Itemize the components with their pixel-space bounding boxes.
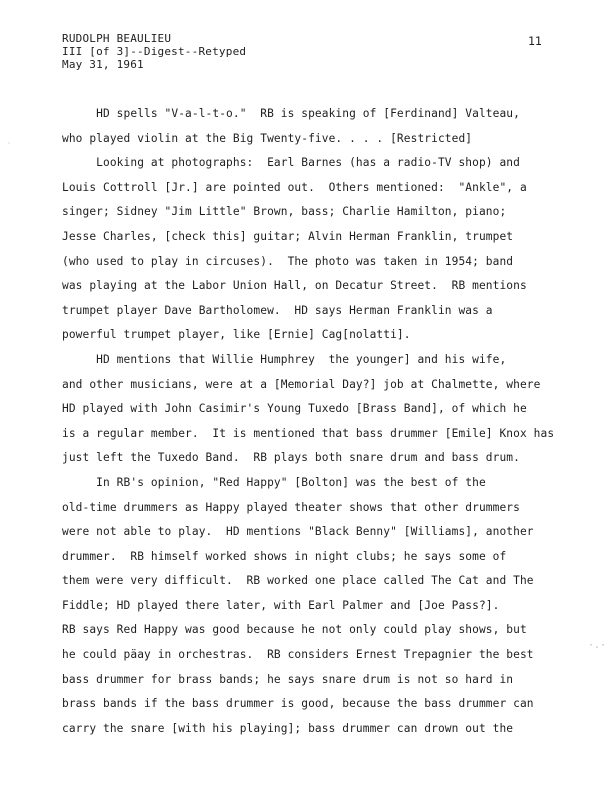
text-line: drummer. RB himself worked shows in night clubs; he says some of xyxy=(62,549,507,563)
text-line: brass bands if the bass drummer is good, because the bass drummer can xyxy=(62,697,534,711)
text-line: Louis Cottroll [Jr.] are pointed out. Others mentioned: "Ankle", a xyxy=(62,180,527,194)
text-line: trumpet player Dave Bartholomew. HD says Herman Franklin was a xyxy=(62,303,493,317)
text-line: old-time drummers as Happy played theater shows that other drummers xyxy=(62,500,520,514)
text-line: powerful trumpet player, like [Ernie] Cag[nolatti]. xyxy=(62,328,411,342)
text-line: RB says Red Happy was good because he not only could play shows, but xyxy=(62,623,527,637)
text-line: them were very difficult. RB worked one place called The Cat and The xyxy=(62,574,534,588)
text-line: (who used to play in circuses). The photo was taken in 1954; band xyxy=(62,254,514,268)
text-line: Looking at photographs: Earl Barnes (has a radio-TV shop) and xyxy=(62,156,520,170)
reel-info: III [of 3]--Digest--Retyped xyxy=(62,45,247,58)
interviewee-name: RUDOLPH BEAULIEU xyxy=(62,32,172,45)
text-line: HD spells "V-a-l-t-o." RB is speaking of [Ferdinand] Valteau, xyxy=(62,107,520,120)
text-line: is a regular member. It is mentioned that bass drummer [Emile] Knox has xyxy=(62,426,555,440)
interview-date: May 31, 1961 xyxy=(62,58,144,71)
scan-speck: ˙ xyxy=(6,142,13,153)
document-header xyxy=(62,32,246,71)
text-line: HD played with John Casimir's Young Tuxedo [Brass Band], of which he xyxy=(62,402,527,416)
text-line: Jesse Charles, [check this] guitar; Alvin Herman Franklin, trumpet xyxy=(62,229,514,243)
text-line: was playing at the Labor Union Hall, on Decatur Street. RB mentions xyxy=(62,279,527,293)
text-line: In RB's opinion, "Red Happy" [Bolton] was the best of the xyxy=(62,475,486,489)
document-body xyxy=(62,102,602,741)
text-line: just left the Tuxedo Band. RB plays both snare drum and bass drum. xyxy=(62,451,520,465)
page-number: 11 xyxy=(528,34,542,48)
text-line: Fiddle; HD played there later, with Earl Palmer and [Joe Pass?]. xyxy=(62,598,500,612)
text-line: he could päay in orchestras. RB considers Ernest Trepagnier the best xyxy=(62,648,534,662)
text-line: and other musicians, were at a [Memorial Day?] job at Chalmette, where xyxy=(62,377,541,391)
scan-speck: ·.· xyxy=(588,640,607,651)
text-line: HD mentions that Willie Humphrey the younger] and his wife, xyxy=(62,352,507,366)
text-line: who played violin at the Big Twenty-five. . . . [Restricted] xyxy=(62,131,473,145)
text-line: singer; Sidney "Jim Little" Brown, bass; Charlie Hamilton, piano; xyxy=(62,205,507,219)
text-line: were not able to play. HD mentions "Black Benny" [Williams], another xyxy=(62,525,534,539)
text-line: bass drummer for brass bands; he says snare drum is not so hard in xyxy=(62,672,514,686)
text-line: carry the snare [with his playing]; bass drummer can drown out the xyxy=(62,721,514,735)
